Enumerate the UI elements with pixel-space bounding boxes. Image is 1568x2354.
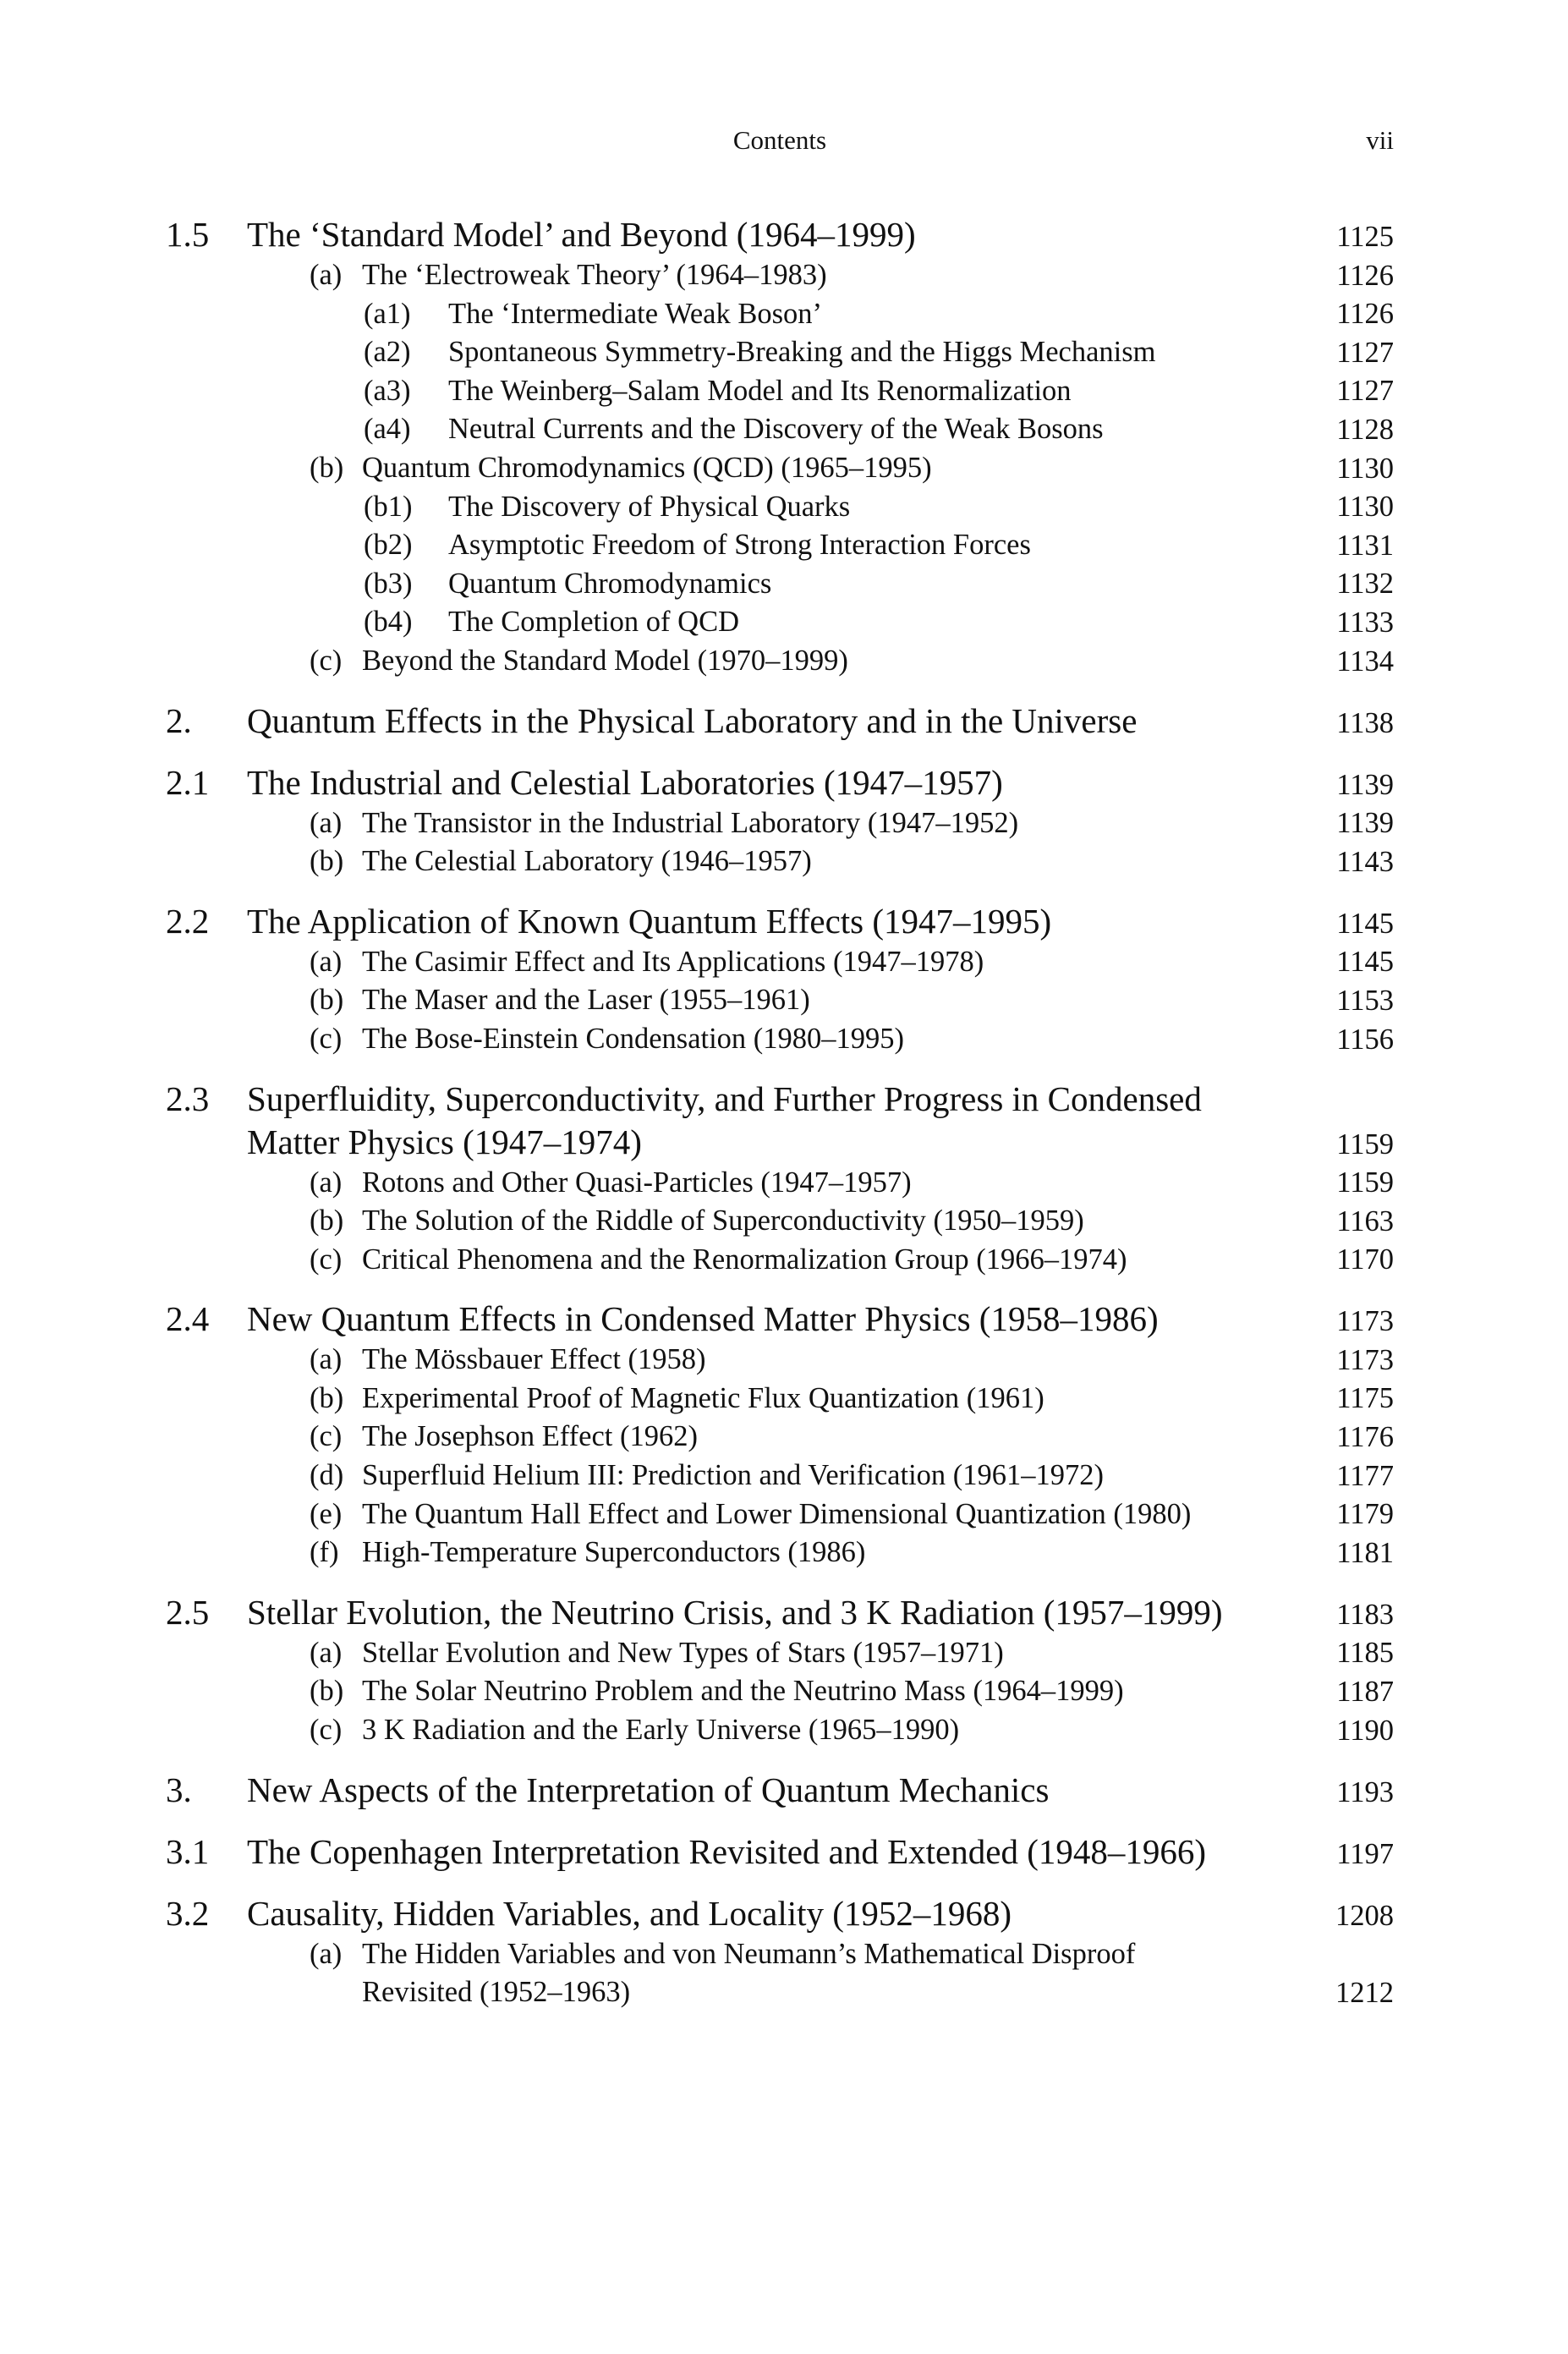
entry-number: (a) bbox=[310, 806, 343, 839]
entry-page-number: 1134 bbox=[1336, 645, 1394, 678]
entry-number: 2.1 bbox=[166, 762, 210, 802]
running-head bbox=[166, 125, 1394, 167]
entry-title: The Industrial and Celestial Laboratories (1947–1957) bbox=[247, 762, 1003, 802]
entry-page-number: 1187 bbox=[1336, 1676, 1394, 1709]
entry-page-number: 1173 bbox=[1336, 1305, 1394, 1338]
entry-number: (c) bbox=[310, 1243, 343, 1276]
toc-subsubsection-entry bbox=[166, 603, 1394, 642]
entry-page-number: 1138 bbox=[1336, 706, 1394, 739]
toc-section-entry bbox=[166, 1830, 1394, 1874]
entry-page-number: 1193 bbox=[1336, 1775, 1394, 1808]
entry-number: (c) bbox=[310, 1714, 343, 1747]
entry-page-number: 1176 bbox=[1336, 1421, 1394, 1454]
entry-title: Quantum Effects in the Physical Laboratory and in the Universe bbox=[247, 700, 1138, 740]
entry-page-number: 1159 bbox=[1336, 1128, 1394, 1161]
entry-title: 3 K Radiation and the Early Universe (1965–1990) bbox=[362, 1714, 960, 1747]
entry-number: (a2) bbox=[364, 336, 411, 369]
toc-subsection-entry bbox=[166, 256, 1394, 295]
entry-number: (a) bbox=[310, 1636, 343, 1669]
toc-section-entry bbox=[166, 1298, 1394, 1341]
entry-title: Superfluid Helium III: Prediction and Verification (1961–1972) bbox=[362, 1459, 1105, 1492]
entry-title: The Maser and the Laser (1955–1961) bbox=[362, 984, 810, 1017]
entry-title: Superfluidity, Superconductivity, and Further Progress in Condensed Matter Physics (1947–1974) bbox=[247, 1078, 1202, 1161]
entry-page-number: 1128 bbox=[1336, 413, 1394, 446]
toc-subsubsection-entry bbox=[166, 565, 1394, 604]
entry-page-number: 1126 bbox=[1336, 298, 1394, 331]
entry-number: (e) bbox=[310, 1497, 343, 1530]
entry-page-number: 1170 bbox=[1336, 1243, 1394, 1276]
entry-title: Spontaneous Symmetry-Breaking and the Higgs Mechanism bbox=[448, 336, 1156, 369]
entry-title: Rotons and Other Quasi-Particles (1947–1957) bbox=[362, 1166, 912, 1199]
entry-title: The Mössbauer Effect (1958) bbox=[362, 1343, 706, 1376]
entry-page-number: 1139 bbox=[1336, 768, 1394, 801]
entry-number: (b) bbox=[310, 1675, 344, 1708]
entry-title: The Transistor in the Industrial Laboratory (1947–1952) bbox=[362, 806, 1019, 839]
entry-number: 3. bbox=[166, 1770, 192, 1809]
toc-section-entry bbox=[166, 761, 1394, 804]
table-of-contents bbox=[166, 213, 1394, 2012]
page-folio: vii bbox=[1366, 125, 1394, 155]
entry-number: (b) bbox=[310, 451, 344, 484]
entry-number: (a) bbox=[310, 259, 343, 291]
entry-number: 1.5 bbox=[166, 215, 210, 254]
entry-title: High-Temperature Superconductors (1986) bbox=[362, 1536, 866, 1569]
entry-page-number: 1183 bbox=[1336, 1598, 1394, 1631]
toc-subsection-entry bbox=[166, 981, 1394, 1020]
entry-page-number: 1132 bbox=[1336, 568, 1394, 601]
entry-page-number: 1185 bbox=[1336, 1637, 1394, 1670]
entry-number: (c) bbox=[310, 644, 343, 677]
entry-number: (b4) bbox=[364, 606, 413, 639]
toc-subsection-entry bbox=[166, 1457, 1394, 1495]
entry-title: Critical Phenomena and the Renormalization Group (1966–1974) bbox=[362, 1243, 1127, 1276]
entry-number: (b1) bbox=[364, 490, 413, 523]
entry-page-number: 1139 bbox=[1336, 807, 1394, 840]
toc-subsection-entry bbox=[166, 842, 1394, 881]
entry-page-number: 1130 bbox=[1336, 491, 1394, 524]
entry-page-number: 1145 bbox=[1336, 946, 1394, 979]
toc-section-entry bbox=[166, 900, 1394, 943]
entry-title: The Solution of the Riddle of Superconductivity (1950–1959) bbox=[362, 1204, 1084, 1237]
entry-number: 2.2 bbox=[166, 901, 210, 941]
entry-number: (a) bbox=[310, 945, 343, 978]
entry-title: Stellar Evolution and New Types of Stars (1957–1971) bbox=[362, 1636, 1004, 1669]
entry-title: The Celestial Laboratory (1946–1957) bbox=[362, 845, 812, 878]
entry-page-number: 1197 bbox=[1336, 1837, 1394, 1870]
entry-title: Experimental Proof of Magnetic Flux Quantization (1961) bbox=[362, 1381, 1044, 1414]
entry-number: (a) bbox=[310, 1937, 343, 1970]
toc-subsection-entry bbox=[166, 1380, 1394, 1418]
entry-page-number: 1177 bbox=[1336, 1459, 1394, 1492]
entry-page-number: 1181 bbox=[1336, 1536, 1394, 1569]
entry-title: Causality, Hidden Variables, and Locality (1952–1968) bbox=[247, 1893, 1012, 1933]
entry-page-number: 1208 bbox=[1335, 1899, 1394, 1932]
entry-title: The Casimir Effect and Its Applications (1947–1978) bbox=[362, 945, 984, 978]
entry-number: (c) bbox=[310, 1420, 343, 1453]
entry-title: The Weinberg–Salam Model and Its Renormalization bbox=[448, 374, 1072, 407]
toc-subsection-entry bbox=[166, 1164, 1394, 1203]
toc-subsection-entry bbox=[166, 1241, 1394, 1280]
entry-number: (b) bbox=[310, 1381, 344, 1414]
entry-page-number: 1145 bbox=[1336, 907, 1394, 940]
toc-section-entry bbox=[166, 213, 1394, 256]
entry-number: (f) bbox=[310, 1536, 339, 1569]
toc-section-entry bbox=[166, 1078, 1394, 1164]
entry-number: 3.2 bbox=[166, 1893, 210, 1933]
entry-title: The ‘Standard Model’ and Beyond (1964–1999) bbox=[247, 215, 916, 254]
toc-subsection-entry bbox=[166, 1341, 1394, 1380]
toc-section-entry bbox=[166, 1591, 1394, 1634]
entry-number: (b) bbox=[310, 845, 344, 878]
toc-section-entry bbox=[166, 1892, 1394, 1935]
entry-title: Neutral Currents and the Discovery of the Weak Bosons bbox=[448, 413, 1104, 446]
toc-subsubsection-entry bbox=[166, 526, 1394, 565]
entry-title: The Quantum Hall Effect and Lower Dimensional Quantization (1980) bbox=[362, 1497, 1192, 1530]
entry-page-number: 1175 bbox=[1336, 1382, 1394, 1415]
toc-subsection-entry bbox=[166, 1202, 1394, 1241]
entry-page-number: 1143 bbox=[1336, 845, 1394, 878]
entry-title: The Copenhagen Interpretation Revisited and Extended (1948–1966) bbox=[247, 1831, 1207, 1871]
entry-title: The ‘Electroweak Theory’ (1964–1983) bbox=[362, 259, 827, 291]
entry-page-number: 1156 bbox=[1336, 1023, 1394, 1056]
toc-subsubsection-entry bbox=[166, 410, 1394, 449]
toc-subsection-entry bbox=[166, 1534, 1394, 1572]
entry-page-number: 1159 bbox=[1336, 1166, 1394, 1199]
entry-number: 2. bbox=[166, 700, 192, 740]
entry-page-number: 1125 bbox=[1336, 221, 1394, 253]
toc-subsection-entry bbox=[166, 943, 1394, 982]
entry-number: 3.1 bbox=[166, 1831, 210, 1871]
toc-subsubsection-entry bbox=[166, 488, 1394, 527]
entry-number: (a1) bbox=[364, 297, 411, 330]
entry-number: (a4) bbox=[364, 413, 411, 446]
entry-page-number: 1133 bbox=[1336, 606, 1394, 639]
toc-subsection-entry bbox=[166, 1020, 1394, 1059]
entry-title: The Josephson Effect (1962) bbox=[362, 1420, 698, 1453]
toc-subsection-entry bbox=[166, 1634, 1394, 1673]
entry-number: 2.3 bbox=[166, 1078, 210, 1118]
entry-title: Quantum Chromodynamics bbox=[448, 567, 772, 600]
entry-number: (b) bbox=[310, 984, 344, 1017]
entry-page-number: 1163 bbox=[1336, 1204, 1394, 1237]
toc-section-entry bbox=[166, 700, 1394, 743]
running-head-title: Contents bbox=[732, 125, 827, 155]
entry-number: (c) bbox=[310, 1022, 343, 1055]
entry-number: (a3) bbox=[364, 374, 411, 407]
toc-subsection-entry bbox=[166, 1672, 1394, 1711]
entry-title: The Solar Neutrino Problem and the Neutrino Mass (1964–1999) bbox=[362, 1675, 1124, 1708]
entry-number: (d) bbox=[310, 1459, 344, 1492]
entry-number: (b2) bbox=[364, 529, 413, 562]
entry-number: (a) bbox=[310, 1166, 343, 1199]
entry-number: (b3) bbox=[364, 567, 413, 600]
entry-title: Quantum Chromodynamics (QCD) (1965–1995) bbox=[362, 451, 932, 484]
entry-number: (b) bbox=[310, 1204, 344, 1237]
entry-title: New Aspects of the Interpretation of Quantum Mechanics bbox=[247, 1770, 1050, 1809]
entry-page-number: 1127 bbox=[1336, 336, 1394, 369]
toc-section-entry bbox=[166, 1769, 1394, 1812]
entry-title: Stellar Evolution, the Neutrino Crisis, and 3 K Radiation (1957–1999) bbox=[247, 1592, 1223, 1632]
entry-title: Beyond the Standard Model (1970–1999) bbox=[362, 644, 848, 677]
entry-number: (a) bbox=[310, 1343, 343, 1376]
entry-page-number: 1127 bbox=[1336, 375, 1394, 408]
toc-subsection-entry bbox=[166, 1711, 1394, 1750]
entry-page-number: 1126 bbox=[1336, 259, 1394, 292]
entry-title: The ‘Intermediate Weak Boson’ bbox=[448, 297, 823, 330]
toc-subsection-entry bbox=[166, 804, 1394, 843]
entry-number: 2.5 bbox=[166, 1592, 210, 1632]
entry-title: The Application of Known Quantum Effects (1947–1995) bbox=[247, 901, 1052, 941]
entry-title: The Hidden Variables and von Neumann’s Mathematical Disproof Revisited (1952–1963) bbox=[362, 1937, 1136, 2009]
entry-page-number: 1130 bbox=[1336, 452, 1394, 485]
entry-page-number: 1173 bbox=[1336, 1343, 1394, 1376]
toc-subsubsection-entry bbox=[166, 333, 1394, 372]
toc-subsection-entry bbox=[166, 1935, 1394, 2012]
entry-page-number: 1153 bbox=[1336, 984, 1394, 1017]
toc-subsubsection-entry bbox=[166, 295, 1394, 334]
toc-subsection-entry bbox=[166, 449, 1394, 488]
toc-subsubsection-entry bbox=[166, 372, 1394, 411]
entry-title: The Completion of QCD bbox=[448, 606, 740, 639]
entry-page-number: 1212 bbox=[1335, 1976, 1394, 2009]
entry-page-number: 1131 bbox=[1336, 529, 1394, 562]
entry-title: The Discovery of Physical Quarks bbox=[448, 490, 851, 523]
toc-subsection-entry bbox=[166, 642, 1394, 681]
entry-number: 2.4 bbox=[166, 1299, 210, 1339]
entry-page-number: 1179 bbox=[1336, 1498, 1394, 1531]
entry-page-number: 1190 bbox=[1336, 1714, 1394, 1747]
entry-title: The Bose-Einstein Condensation (1980–1995) bbox=[362, 1022, 905, 1055]
toc-subsection-entry bbox=[166, 1495, 1394, 1534]
toc-subsection-entry bbox=[166, 1418, 1394, 1457]
entry-title: New Quantum Effects in Condensed Matter Physics (1958–1986) bbox=[247, 1299, 1159, 1339]
entry-title: Asymptotic Freedom of Strong Interaction Forces bbox=[448, 529, 1031, 562]
